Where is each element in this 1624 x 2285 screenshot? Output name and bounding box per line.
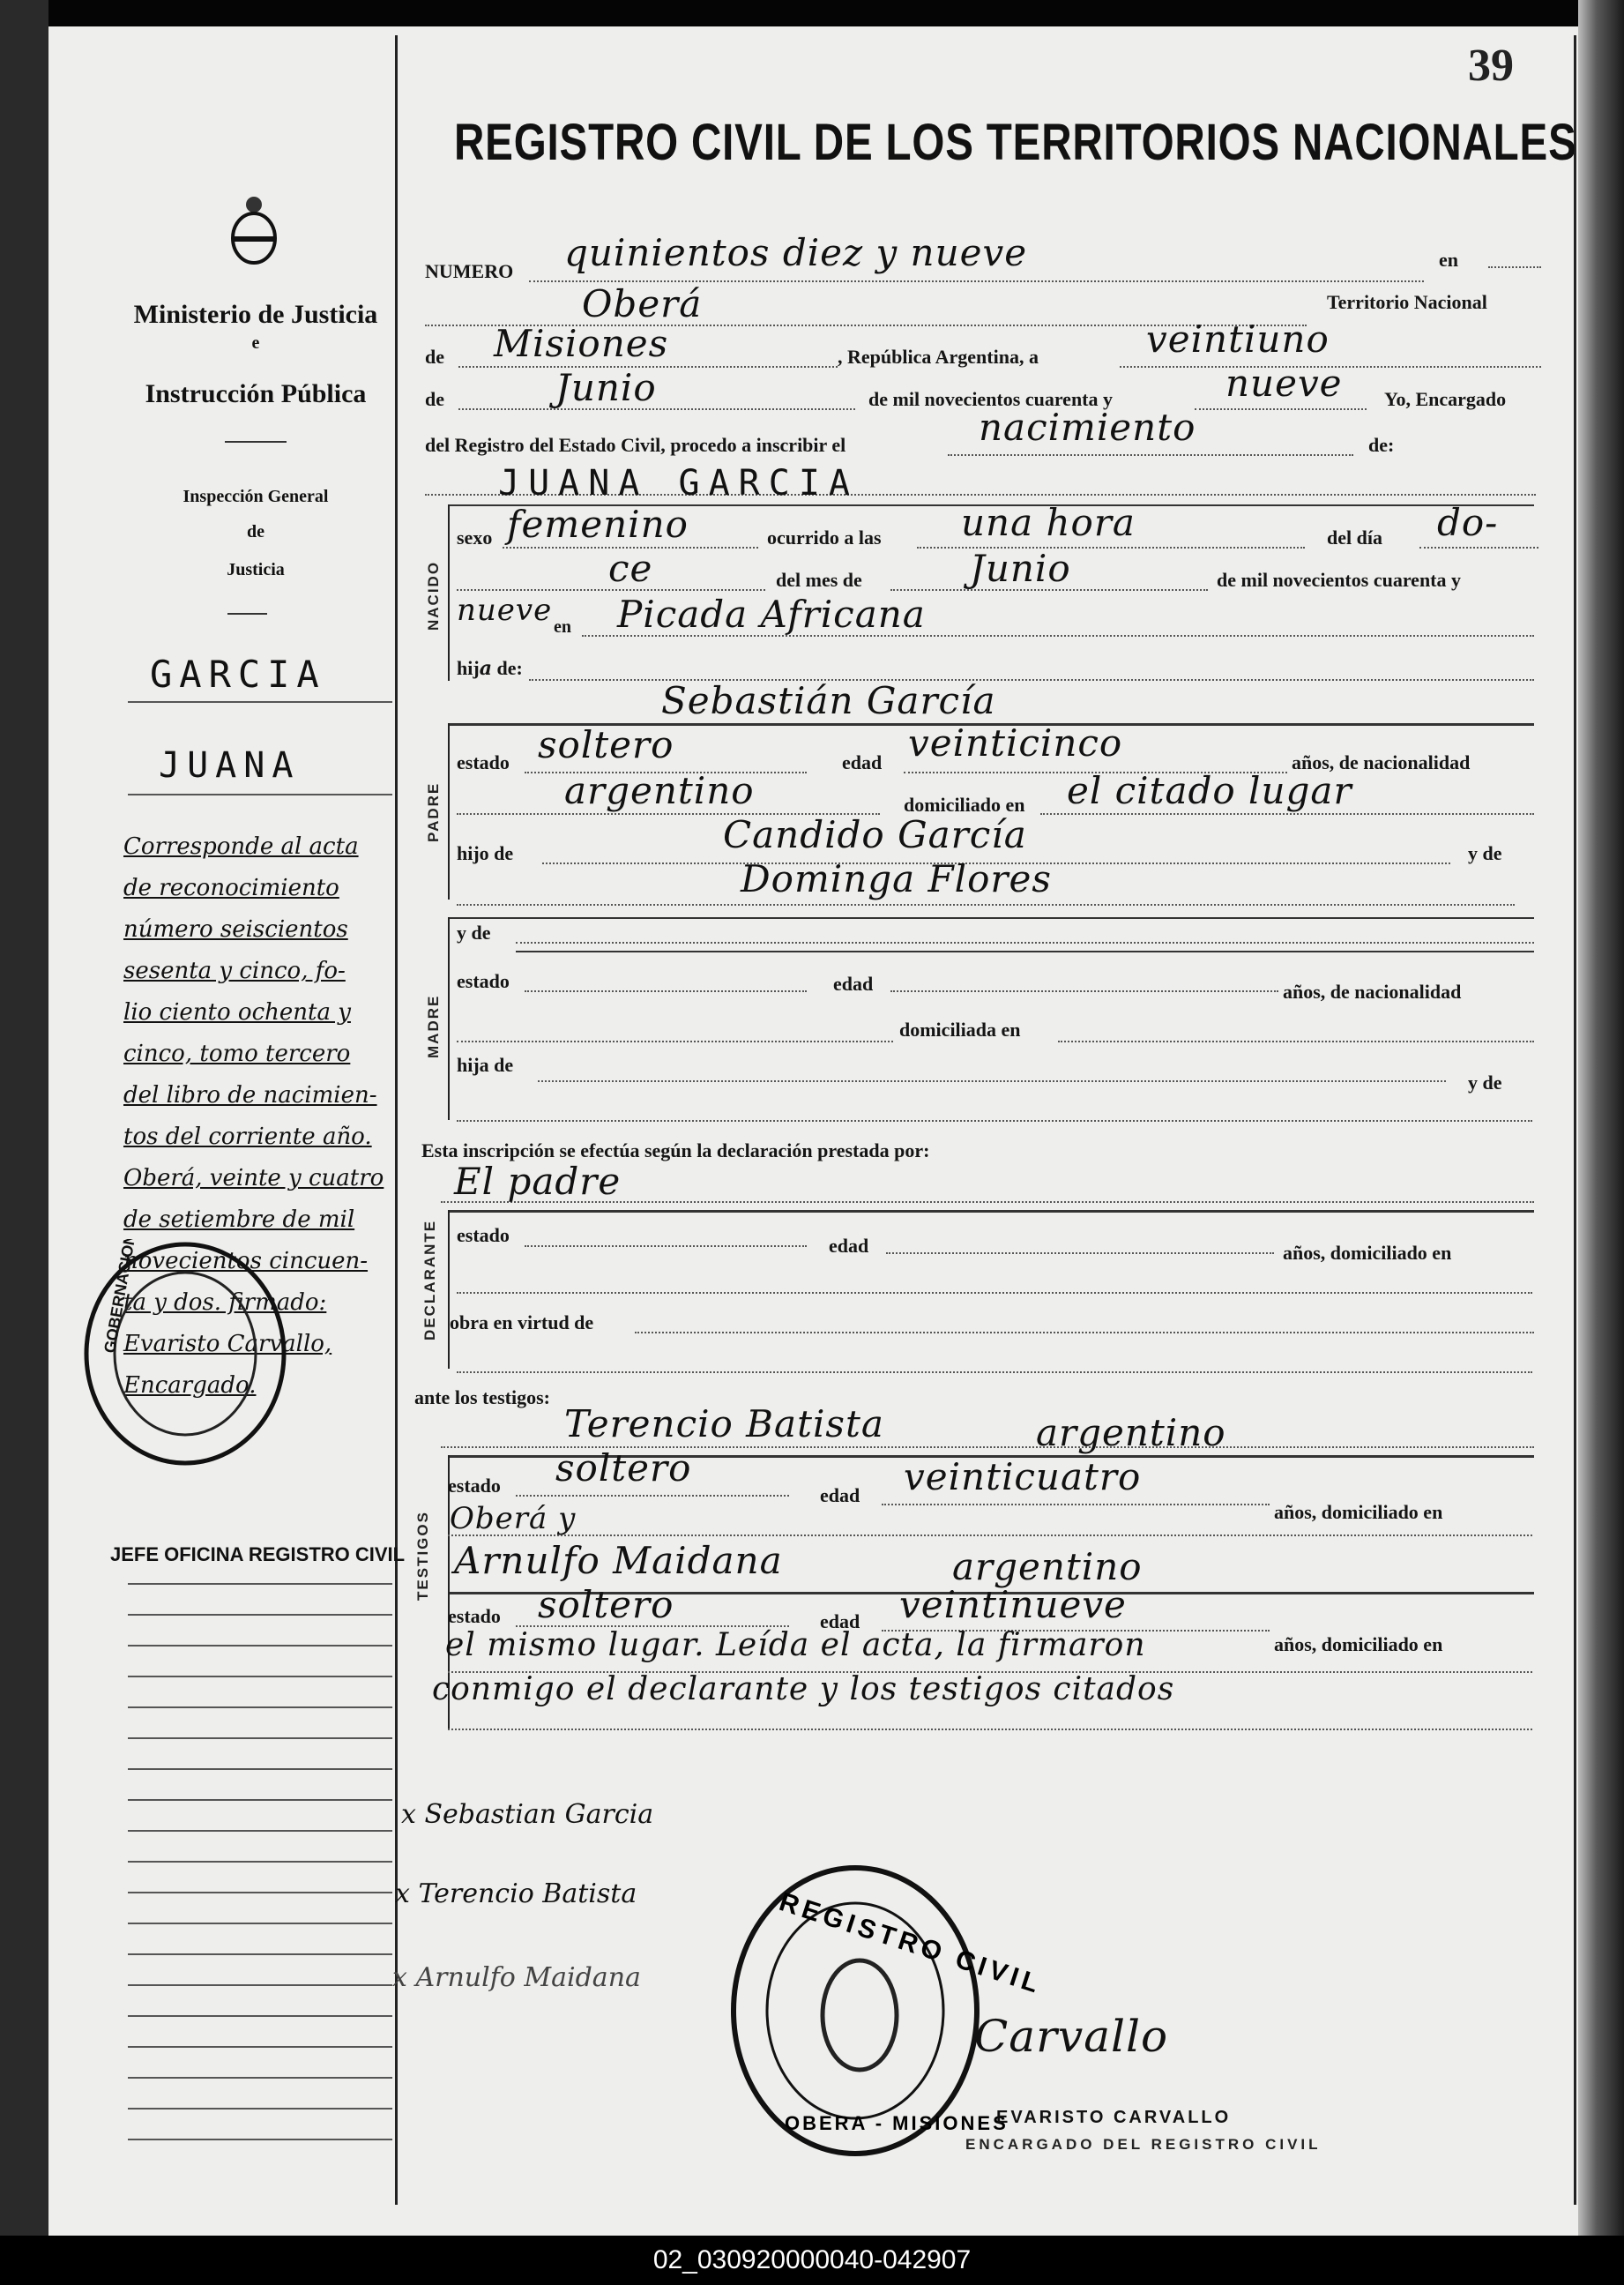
dotted-line: [948, 454, 1353, 456]
left-binding-edge: [0, 0, 48, 2236]
sidebar-rule: [128, 1953, 392, 1955]
del-registro-label: del Registro del Estado Civil, procedo a inscribir el: [425, 434, 846, 456]
obra-virtud-label: obra en virtud de: [450, 1311, 594, 1333]
dotted-line: [516, 1495, 789, 1497]
bracket-rule: [448, 504, 450, 681]
sidebar-rule: [128, 701, 392, 703]
padre-nacionalidad-value: argentino: [564, 769, 755, 812]
ministry-line1: Ministerio de Justicia: [133, 300, 378, 329]
dia-nacimiento-cont: ce: [608, 547, 653, 590]
sidebar-rule: [128, 1676, 392, 1677]
inspeccion-line1: Inspección General: [183, 487, 329, 506]
bracket-rule: [448, 917, 450, 1120]
dotted-line: [1195, 408, 1367, 410]
madre-y-de-label: y de: [457, 922, 491, 944]
section-rule: [516, 951, 1534, 952]
declarante-estado-label: estado: [457, 1224, 510, 1246]
sidebar-rule: [128, 2077, 392, 2079]
firma-testigo2: x Arnulfo Maidana: [392, 1962, 641, 1993]
margin-note-line: del libro de nacimien-: [123, 1082, 377, 1109]
ocurrido-label: ocurrido a las: [767, 526, 882, 549]
testigo2-edad-label: edad: [820, 1610, 860, 1632]
jefe-oficina-label: JEFE OFICINA REGISTRO CIVIL: [110, 1543, 406, 1565]
stamp-registro-text: REGISTRO CIVIL: [775, 1887, 1047, 2000]
dotted-line: [457, 1120, 1532, 1122]
firma-encargado: Carvallo: [974, 2011, 1169, 2062]
declarante-edad-label: edad: [829, 1235, 869, 1257]
margin-note-line: Oberá, veinte y cuatro: [123, 1165, 384, 1191]
dotted-line: [1040, 813, 1534, 815]
dotted-line: [525, 1245, 807, 1247]
lugar-nacimiento-value: Picada Africana: [617, 593, 926, 636]
bracket-rule: [448, 1210, 450, 1369]
section-rule: [450, 1210, 1534, 1213]
right-margin-rule: [1574, 35, 1576, 2205]
mes-nacimiento-value: Junio: [970, 547, 1071, 590]
margin-note-line: de reconocimiento: [123, 875, 339, 901]
sidebar-rule: [128, 1923, 392, 1924]
del-mes-label: del mes de: [776, 569, 862, 591]
nombre-value: JUANA GARCIA: [498, 463, 859, 504]
numero-value: quinientos diez y nueve: [564, 231, 1028, 274]
stamp-obera-text: OBERA - MISIONES: [785, 2112, 1009, 2134]
padre-side-label: PADRE: [425, 781, 442, 842]
madre-edad-label: edad: [833, 973, 874, 995]
sidebar-rule: [128, 2108, 392, 2110]
dotted-line: [457, 1041, 893, 1042]
sidebar-rule: [128, 2046, 392, 2048]
inspeccion-de: de: [247, 522, 264, 541]
ministry-line2: Instrucción Pública: [145, 379, 367, 408]
de-colon-label: de:: [1368, 434, 1395, 456]
yo-encargado-label: Yo, Encargado: [1384, 388, 1507, 410]
testigo2-edad-value: veintinueve: [899, 1583, 1127, 1626]
page-title: REGISTRO CIVIL DE LOS TERRITORIOS NACIONALES: [454, 114, 1577, 171]
dotted-line: [457, 904, 1515, 906]
anio-nacimiento-value: nueve: [457, 593, 553, 628]
sexo-value: femenino: [507, 503, 689, 546]
gobernacion-stamp-text: GOBERNACION: [101, 1239, 139, 1355]
testigo1-edad-label: edad: [820, 1484, 860, 1506]
acto-value: nacimiento: [979, 406, 1196, 449]
encargado-title: ENCARGADO DEL REGISTRO CIVIL: [965, 2136, 1322, 2153]
hij-label: [457, 657, 523, 680]
de-label-2: de: [425, 388, 444, 410]
page-number: 39: [1468, 41, 1514, 91]
inscripcion-label: Esta inscripción se efectúa según la declaración prestada por:: [421, 1139, 930, 1161]
hora-value: una hora: [961, 501, 1136, 544]
territorio-value: Misiones: [494, 322, 669, 365]
sidebar-rule: [128, 1861, 392, 1863]
en-label: en: [1439, 249, 1458, 271]
hijo-de-label: hijo de: [457, 842, 514, 864]
dotted-line: [1058, 1041, 1534, 1042]
sidebar-divider-2: [227, 613, 267, 615]
domiciliada-label: domiciliada en: [899, 1019, 1021, 1041]
en-label-2: en: [554, 617, 571, 637]
y-de-label: y de: [1468, 842, 1502, 864]
testigo1-edad-value: veinticuatro: [904, 1455, 1142, 1498]
margin-note-line: Corresponde al acta: [123, 833, 359, 860]
sidebar-rule: [128, 1583, 392, 1585]
declarante-side-label: DECLARANTE: [421, 1219, 438, 1340]
mes-value: Junio: [555, 366, 657, 409]
testigo2-estado-value: soltero: [538, 1583, 674, 1626]
margin-note-line: ta y dos. firmado:: [123, 1289, 327, 1316]
territorio-label: Territorio Nacional: [1327, 291, 1487, 313]
testigo1-anos-label: años, domiciliado en: [1274, 1501, 1443, 1523]
ante-testigos-label: ante los testigos:: [414, 1386, 550, 1408]
anio-value: nueve: [1225, 362, 1343, 405]
madre-anos-label: años, de nacionalidad: [1283, 981, 1462, 1003]
testigo2-domicilio-value: el mismo lugar. Leída el acta, la firmaron: [445, 1627, 1146, 1663]
dotted-line: [448, 1535, 1532, 1536]
domiciliado-label: domiciliado en: [904, 794, 1025, 816]
dotted-line: [457, 1371, 1532, 1373]
declarante-value: El padre: [454, 1160, 622, 1203]
testigo2-nac-value: argentino: [952, 1545, 1143, 1588]
sidebar-rule: [128, 1799, 392, 1801]
sidebar-rule: [128, 1737, 392, 1739]
dotted-line: [525, 990, 807, 992]
sidebar-rule: [128, 1892, 392, 1893]
cierre-value: conmigo el declarante y los testigos citados: [432, 1671, 1175, 1707]
madre-side-label: MADRE: [425, 994, 442, 1058]
sidebar-surname: GARCIA: [150, 653, 326, 696]
sidebar-given-name: JUANA: [159, 745, 301, 786]
dotted-line: [448, 1729, 1532, 1730]
dotted-line: [1419, 547, 1538, 549]
firma-padre: x Sebastian Garcia: [401, 1799, 654, 1830]
del-dia-label: del día: [1327, 526, 1382, 549]
hija-de-label: hija de: [457, 1054, 514, 1076]
padre-edad-value: veinticinco: [908, 721, 1123, 765]
encargado-name: EVARISTO CARVALLO: [996, 2108, 1232, 2127]
padre-estado-value: soltero: [538, 723, 674, 766]
sidebar-rule: [128, 2015, 392, 2017]
sidebar-rule: [128, 1984, 392, 1986]
dotted-line: [886, 1252, 1274, 1254]
sexo-label: sexo: [457, 526, 493, 549]
abuelo-value: Candido García: [723, 813, 1027, 856]
coat-of-arms-icon: [227, 194, 280, 269]
dotted-line: [882, 1504, 1270, 1505]
sidebar-rule: [128, 1768, 392, 1770]
margin-note-line: tos del corriente año.: [123, 1124, 372, 1150]
testigo2-nombre-value: Arnulfo Maidana: [454, 1539, 783, 1582]
dotted-line: [1488, 266, 1541, 268]
margin-note-line: cinco, tomo tercero: [123, 1041, 351, 1067]
margin-note-line: Encargado.: [123, 1372, 257, 1399]
anos-nacionalidad-label: años, de nacionalidad: [1292, 751, 1471, 773]
image-footer: 02_030920000040-042907: [0, 2236, 1624, 2285]
hij-suffix: a: [479, 657, 492, 680]
sidebar-divider: [225, 441, 287, 443]
madre-estado-label: estado: [457, 970, 510, 992]
bracket-rule: [448, 723, 450, 900]
testigo1-domicilio-value: Oberá y: [450, 1501, 577, 1536]
de-mil-label-2: de mil novecientos cuarenta y: [1217, 569, 1462, 591]
padre-nombre-value: Sebastián García: [661, 679, 996, 722]
dia-nacimiento-value: do-: [1437, 501, 1499, 544]
gobernacion-stamp: [79, 1239, 291, 1473]
numero-label: NUMERO: [425, 260, 514, 282]
sidebar-rule: [128, 2139, 392, 2140]
sidebar-rule: [128, 1830, 392, 1832]
testigo1-nombre-value: Terencio Batista: [564, 1402, 884, 1445]
sidebar-rule: [128, 1614, 392, 1616]
sidebar-rule: [128, 1645, 392, 1647]
lugar-value: Oberá: [582, 282, 703, 325]
firma-testigo1: x Terencio Batista: [395, 1878, 637, 1909]
abuela-value: Dominga Flores: [741, 857, 1052, 900]
hij-de-suffix: de:: [496, 657, 523, 679]
padre-domicilio-value: el citado lugar: [1067, 769, 1352, 812]
sidebar-rule: [128, 1706, 392, 1708]
madre-y-de-end-label: y de: [1468, 1072, 1502, 1094]
ministry-e: e: [251, 333, 260, 353]
testigo2-anos-label: años, domiciliado en: [1274, 1633, 1443, 1655]
dotted-line: [635, 1332, 1534, 1333]
testigo1-nac-value: argentino: [1036, 1411, 1226, 1454]
testigos-side-label: TESTIGOS: [414, 1511, 431, 1601]
section-rule: [450, 917, 1534, 919]
dotted-line: [538, 1080, 1446, 1082]
dotted-line: [890, 990, 1278, 992]
margin-note-line: de setiembre de mil: [123, 1206, 355, 1233]
hij-label-text: hij: [457, 657, 480, 679]
dotted-line: [457, 1292, 1532, 1294]
testigo2-estado-label: estado: [448, 1605, 501, 1627]
dia-value: veintiuno: [1146, 317, 1330, 361]
republica-label: , República Argentina, a: [838, 346, 1039, 368]
dotted-line: [516, 942, 1534, 944]
margin-note-line: Evaristo Carvallo,: [123, 1331, 332, 1357]
de-mil-label: de mil novecientos cuarenta y: [868, 388, 1114, 410]
sidebar-rule: [128, 794, 392, 795]
testigo1-estado-value: soltero: [555, 1446, 692, 1490]
declarante-anos-label: años, domiciliado en: [1283, 1242, 1452, 1264]
nacido-side-label: NACIDO: [425, 560, 442, 631]
margin-note-line: lio ciento ochenta y: [123, 999, 351, 1026]
margin-note-line: sesenta y cinco, fo-: [123, 958, 346, 984]
margin-note-line: novecientos cincuen-: [123, 1248, 369, 1274]
testigo1-estado-label: estado: [448, 1475, 501, 1497]
margin-note-line: número seiscientos: [123, 916, 348, 943]
inspeccion-line2: Justicia: [227, 560, 285, 579]
dotted-line: [458, 408, 855, 410]
estado-label: estado: [457, 751, 510, 773]
de-label: de: [425, 346, 444, 368]
edad-label: edad: [842, 751, 883, 773]
right-binding-edge: [1578, 0, 1624, 2236]
